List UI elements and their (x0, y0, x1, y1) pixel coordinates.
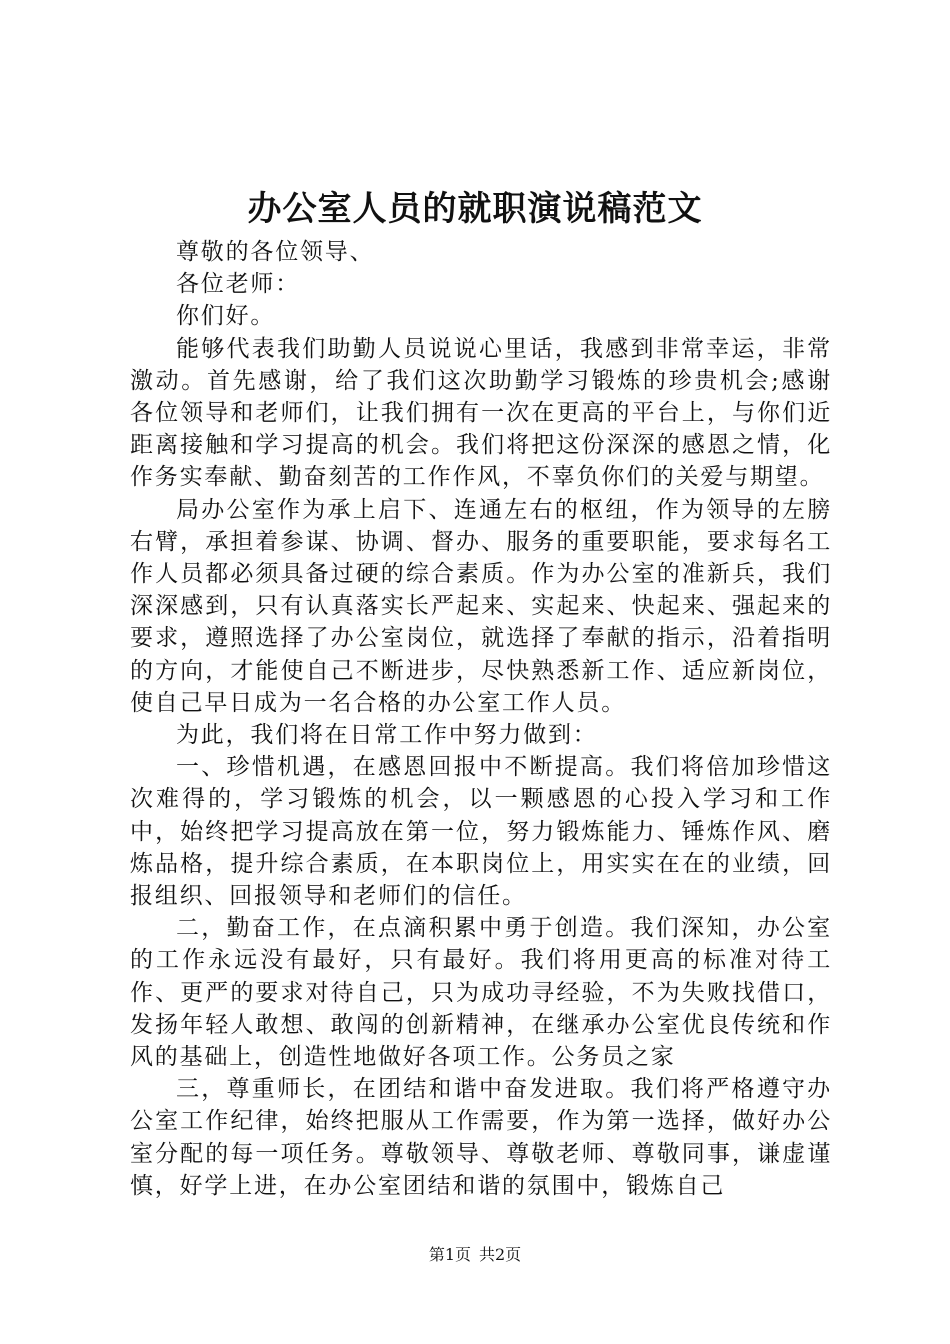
body-paragraph: 局办公室作为承上启下、连通左右的枢纽，作为领导的左膀右臂，承担着参谋、协调、督办、服务的重要职能，要求每名工作人员都必须具备过硬的综合素质。作为办公室的准新兵，我们深深感到，只有认真落实长严起来、实起来、快起来、强起来的要求，遵照选择了办公室岗位，就选择了奉献的指示，沿着指明的方向，才能使自己不断进步，尽快熟悉新工作、适应新岗位，使自己早日成为一名合格的办公室工作人员。 (130, 496, 832, 716)
document-title: 办公室人员的就职演说稿范文 (247, 189, 703, 229)
body-paragraph: 为此，我们将在日常工作中努力做到： (176, 722, 598, 749)
page-number-total: 共2页 (479, 1245, 522, 1264)
body-paragraph: 能够代表我们助勤人员说说心里话，我感到非常幸运，非常激动。首先感谢，给了我们这次助勤学习锻炼的珍贵机会;感谢各位领导和老师们，让我们拥有一次在更高的平台上，与你们近距离接触和学习提高的机会。我们将把这份深深的感恩之情，化作务实奉献、勤奋刻苦的工作作风，不辜负你们的关爱与期望。 (130, 335, 832, 491)
body-paragraph: 三，尊重师长，在团结和谐中奋发进取。我们将严格遵守办公室工作纪律，始终把服从工作需要，作为第一选择，做好办公室分配的每一项任务。尊敬领导、尊敬老师、尊敬同事，谦虚谨慎，好学上进，在办公室团结和谐的氛围中，锻炼自己 (130, 1076, 832, 1199)
document-body (130, 236, 832, 1202)
body-paragraph: 一、珍惜机遇，在感恩回报中不断提高。我们将倍加珍惜这次难得的，学习锻炼的机会，以一颗感恩的心投入学习和工作中，始终把学习提高放在第一位，努力锻炼能力、锤炼作风、磨炼品格，提升综合素质，在本职岗位上，用实实在在的业绩，回报组织、回报领导和老师们的信任。 (130, 754, 832, 910)
page-number-current: 第1页 (428, 1245, 471, 1264)
page-footer (0, 1243, 950, 1267)
body-paragraph: 二，勤奋工作，在点滴积累中勇于创造。我们深知，办公室的工作永远没有最好，只有最好。我们将用更高的标准对待工作、更严的要求对待自己，只为成功寻经验，不为失败找借口，发扬年轻人敢想、敢闯的创新精神，在继承办公室优良传统和作风的基础上，创造性地做好各项工作。公务员之家 (130, 915, 832, 1071)
salutation-line: 各位老师： (176, 271, 300, 298)
salutation-line: 尊敬的各位领导、 (176, 239, 375, 265)
greeting-line: 你们好。 (176, 303, 276, 330)
